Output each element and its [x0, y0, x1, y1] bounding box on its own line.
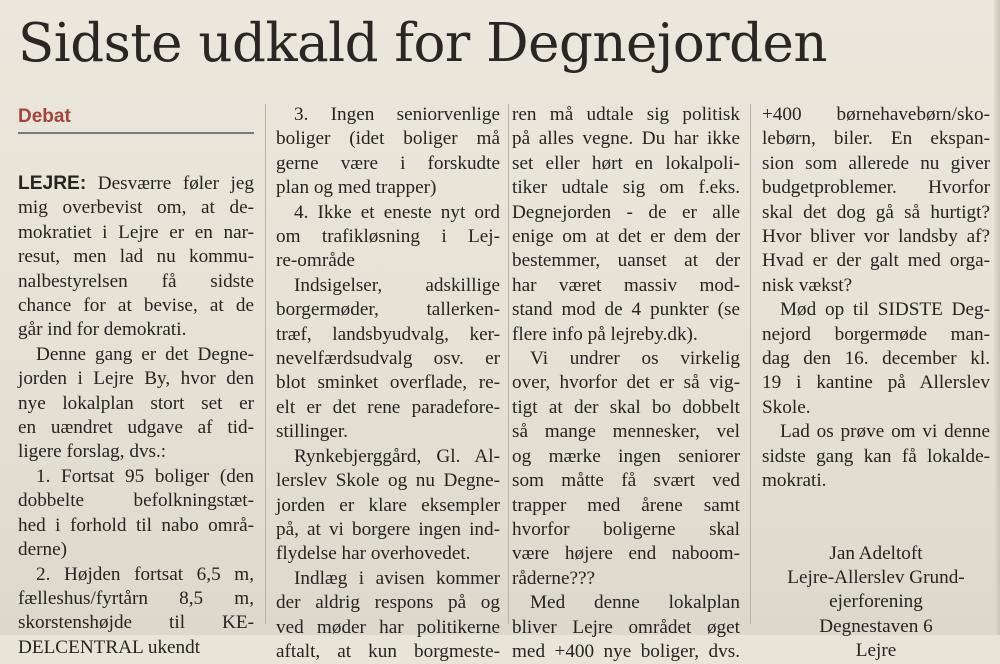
paragraph-line: lerslev Skole og nu Degne-	[276, 470, 500, 492]
paragraph-line: tigt at der skal bo dobbelt	[512, 396, 740, 418]
paragraph-line: Degnejorden - de er alle	[512, 201, 740, 223]
paragraph-line: Rynkebjerggård, Gl. Al-	[294, 445, 500, 467]
paragraph-line: enige om at det er dem der	[512, 226, 740, 248]
paragraph-line: Hvad er der galt med orga-	[762, 250, 990, 272]
paragraph-line: jorden i Lejre By, hvor den	[18, 368, 254, 390]
paragraph-line: Indsigelser, adskillige	[294, 274, 500, 296]
paragraph-line: ligere forslag, dvs.:	[18, 441, 167, 463]
paragraph-line: nevelfærdsudvalg osv. er	[276, 348, 500, 370]
paragraph-line: dobbelte befolkningstæt-	[18, 490, 254, 512]
paragraph-line: sidste gang kan få lokalde-	[762, 445, 990, 467]
signature-block	[762, 542, 990, 664]
paragraph-line: Lad os prøve om vi denne	[780, 421, 990, 443]
paragraph-line: lebørn, biler. En ekspan-	[762, 128, 990, 150]
paragraph-line: Skole.	[762, 396, 811, 418]
paragraph-line: med +400 nye boliger, dvs.	[512, 640, 740, 662]
paragraph-line: dag den 16. december kl.	[762, 348, 990, 370]
paragraph-line: trapper med årene samt	[512, 494, 740, 516]
author-city: Lejre	[855, 640, 897, 662]
paragraph-line: og mærke ingen seniorer	[512, 445, 740, 467]
paragraph-line: hed i forhold til nabo områ-	[18, 514, 254, 536]
column-divider	[750, 104, 751, 624]
paragraph-line: elt er det rene paradefore-	[276, 396, 500, 418]
paragraph-line: aftalt, at kun borgmeste-	[276, 640, 500, 662]
paragraph-line: bestemmer, uanset at der	[512, 250, 740, 272]
paragraph-line: så mange mennesker, vel	[512, 421, 740, 443]
paragraph-line: ren må udtale sig politisk	[512, 104, 740, 125]
author-name: Jan Adeltoft	[829, 542, 923, 564]
paragraph-line: borgermøder, tallerken-	[276, 299, 500, 321]
paragraph-line: som måtte få svært ved	[512, 470, 740, 492]
article-column-3	[512, 103, 740, 664]
paragraph-line: nye lokalplan stort set er	[18, 392, 254, 414]
paragraph-line: re-område	[276, 250, 355, 272]
paragraph-line: Mød op til SIDSTE Deg-	[780, 299, 990, 321]
paragraph-line: 4. Ikke et eneste nyt ord	[294, 201, 500, 223]
paragraph-line: skorstenshøjde til KE-	[18, 612, 254, 634]
paragraph-line: jorden er klare eksempler	[276, 494, 500, 516]
paragraph-line: chance for at bevise, at de	[18, 295, 254, 317]
paragraph-line: 3. Ingen seniorvenlige	[294, 104, 500, 125]
paragraph-line: stand mod de 4 punkter (se	[512, 299, 740, 321]
paragraph-line: gerne være i forskudte	[276, 152, 500, 174]
section-rubric	[18, 106, 254, 134]
author-organization: ejerforening	[829, 591, 923, 613]
author-organization: Lejre-Allerslev Grund-	[787, 566, 965, 588]
paragraph-line: Indlæg i avisen kommer	[294, 567, 500, 589]
paragraph-line: mokratiet i Lejre er en nar-	[18, 221, 254, 243]
paragraph-line: budgetproblemer. Hvorfor	[762, 177, 990, 199]
paragraph-line: boliger (idet boliger må	[276, 128, 500, 150]
paragraph-line: Hvor bliver vor landsby af?	[762, 226, 990, 248]
dateline: LEJRE:	[18, 173, 87, 194]
paragraph-line: mokrati.	[762, 470, 827, 492]
column-divider	[508, 104, 509, 624]
paragraph-line: 1. Fortsat 95 boliger (den	[36, 465, 254, 487]
headline: Sidste udkald for Degnejorden	[18, 13, 827, 74]
paragraph-line: om trafikløsning i Lej-	[276, 226, 500, 248]
paragraph-line: på, at vi borgere ingen ind-	[276, 518, 500, 540]
paragraph-line: fælleshus/fyrtårn 8,5 m,	[18, 587, 254, 609]
paragraph-line: Denne gang er det Degne-	[36, 343, 254, 365]
paragraph-line: nalbestyrelsen få sidste	[18, 270, 254, 292]
paragraph-line: flydelse har overhovedet.	[276, 543, 471, 565]
paragraph-line: over, hvorfor det er så vig-	[512, 372, 740, 394]
section-label: Debat	[18, 106, 71, 127]
column-divider	[265, 104, 266, 624]
paragraph-line: plan og med trapper)	[276, 177, 437, 199]
paragraph-line: nejord borgermøde man-	[762, 323, 990, 345]
paragraph-line: Med denne lokalplan	[530, 592, 740, 614]
paragraph-line: set eller hørt en lokalpoli-	[512, 152, 740, 174]
paragraph-line: træf, landsbyudvalg, ker-	[276, 323, 500, 345]
paragraph-line: nisk vækst?	[762, 274, 853, 296]
page-edge-shadow	[994, 0, 1000, 635]
paragraph-line: hvorfor boligerne skal	[512, 518, 740, 540]
paragraph-line: sion som allerede nu giver	[762, 152, 990, 174]
paragraph-line: mig overbevist om, at de-	[18, 197, 254, 219]
paragraph-line: +400 børnehavebørn/sko-	[762, 104, 990, 125]
paragraph-line: på alles vegne. Du har ikke	[512, 128, 740, 150]
paragraph-line: DELCENTRAL ukendt	[18, 636, 201, 658]
paragraph-line: 2. Højden fortsat 6,5 m,	[36, 563, 254, 585]
paragraph-line: har været massiv mod-	[512, 274, 740, 296]
author-address: Degnestaven 6	[819, 615, 933, 637]
paragraph-line: tiker udtale sig om f.eks.	[512, 177, 740, 199]
paragraph-line: ved møder har politikerne	[276, 616, 500, 638]
paragraph-line: 19 i kantine på Allerslev	[762, 372, 990, 394]
article-column-4	[762, 103, 990, 664]
article-column-2	[276, 103, 500, 664]
paragraph-line: resut, men lad nu kommu-	[18, 246, 254, 268]
paragraph-line: flere info på lejreby.dk).	[512, 323, 698, 345]
paragraph-line: skal det dog gå så hurtigt?	[762, 201, 990, 223]
paragraph-line: blot sminket overflade, re-	[276, 372, 500, 394]
paragraph-line: en uændret udgave af tid-	[18, 417, 254, 439]
paragraph-line: derne)	[18, 539, 67, 561]
paragraph-line: være højere end naboom-	[512, 543, 740, 565]
paragraph-line: Vi undrer os virkelig	[530, 348, 740, 370]
article-column-1	[18, 172, 254, 660]
paragraph-line: går ind for demokrati.	[18, 319, 187, 341]
paragraph-line: råderne???	[512, 567, 596, 589]
paragraph-line: LEJRE: Desværre føler jeg	[18, 173, 254, 194]
paragraph-line: der aldrig respons på og	[276, 592, 500, 614]
paragraph-line: bliver Lejre området øget	[512, 616, 740, 638]
paragraph-line: stillinger.	[276, 421, 348, 443]
